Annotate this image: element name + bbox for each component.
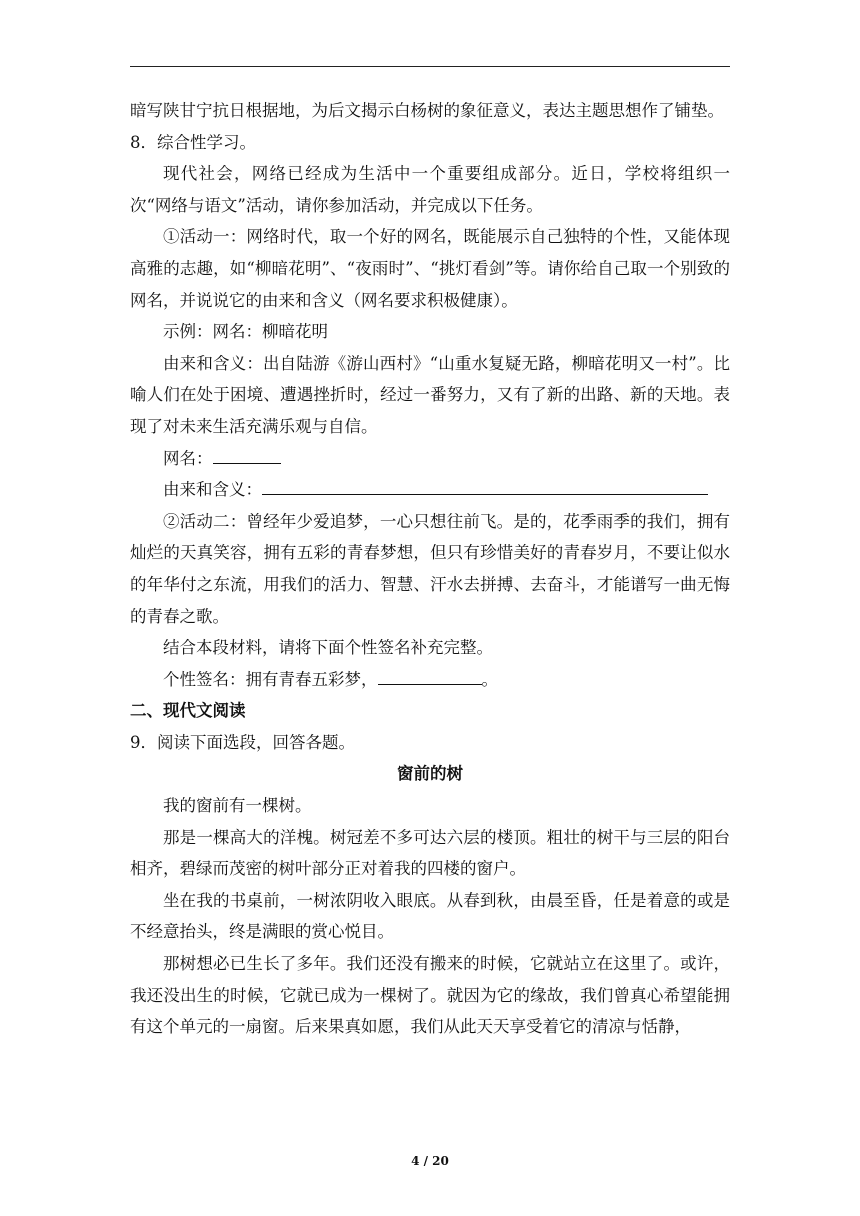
essay-title: 窗前的树 [397,764,463,784]
question-8-intro: 现代社会，网络已经成为生活中一个重要组成部分。近日，学校将组织一次“网络与语文”活动，请你参加活动，并完成以下任务。 [130,164,730,215]
page-number: 4 / 20 [411,1154,449,1168]
activity-1-prompt: ①活动一：网络时代，取一个好的网名，既能展示自己独特的个性，又能体现高雅的志趣，如“柳暗花明”、“夜雨时”、“挑灯看剑”等。请你给自己取一个别致的网名，并说说它的由来和含义（网名要求积极健康）。 [130,227,730,310]
header-rule [130,66,730,67]
name-label: 网名： [163,448,213,468]
continued-answer-line: 暗写陕甘宁抗日根据地，为后文揭示白杨树的象征意义，表达主题思想作了铺垫。 [130,101,724,120]
signature-end: 。 [481,669,498,689]
essay-paragraph-4: 那树想必已生长了多年。我们还没有搬来的时候，它就站立在这里了。或许，我还没出生的时候，它就已成为一棵树了。就因为它的缘故，我们曾真心希望能拥有这个单元的一扇窗。后来果真如愿，我们从此天天享受着它的清凉与恬静， [130,954,730,1037]
section-2-title: 二、现代文阅读 [130,701,246,721]
document-body [130,95,730,1043]
example-origin-meaning: 由来和含义：出自陆游《游山西村》“山重水复疑无路，柳暗花明又一村”。比喻人们在处于困境、遭遇挫折时，经过一番努力，又有了新的出路、新的天地。表现了对未来生活充满乐观与自信。 [130,353,730,436]
origin-answer-line [130,474,730,506]
signature-blank[interactable] [378,666,482,684]
question-9-title: 9．阅读下面选段，回答各题。 [130,732,355,752]
example-name: 示例：网名：柳暗花明 [163,322,328,342]
name-answer-line [130,443,730,475]
origin-blank[interactable] [262,477,708,495]
activity-2-prompt: ②活动二：曾经年少爱追梦，一心只想往前飞。是的，花季雨季的我们，拥有灿烂的天真笑容，拥有五彩的青春梦想，但只有珍惜美好的青春岁月，不要让似水的年华付之东流，用我们的活力、智慧、汗水去拼搏、去奋斗，才能谱写一曲无悔的青春之歌。 [130,511,730,626]
question-8-title: 8．综合性学习。 [130,132,256,152]
essay-paragraph-1: 我的窗前有一棵树。 [163,796,312,816]
signature-label: 个性签名：拥有青春五彩梦， [163,669,378,689]
signature-answer-line [130,664,730,696]
activity-2-instruction: 结合本段材料，请将下面个性签名补充完整。 [163,638,493,658]
origin-label: 由来和含义： [163,480,262,500]
essay-paragraph-2: 那是一棵高大的洋槐。树冠差不多可达六层的楼顶。粗壮的树干与三层的阳台相齐，碧绿而茂密的树叶部分正对着我的四楼的窗户。 [130,827,730,879]
essay-paragraph-3: 坐在我的书桌前，一树浓阴收入眼底。从春到秋，由晨至昏，任是着意的或是不经意抬头，终是满眼的赏心悦目。 [130,890,730,942]
name-blank[interactable] [213,445,281,463]
